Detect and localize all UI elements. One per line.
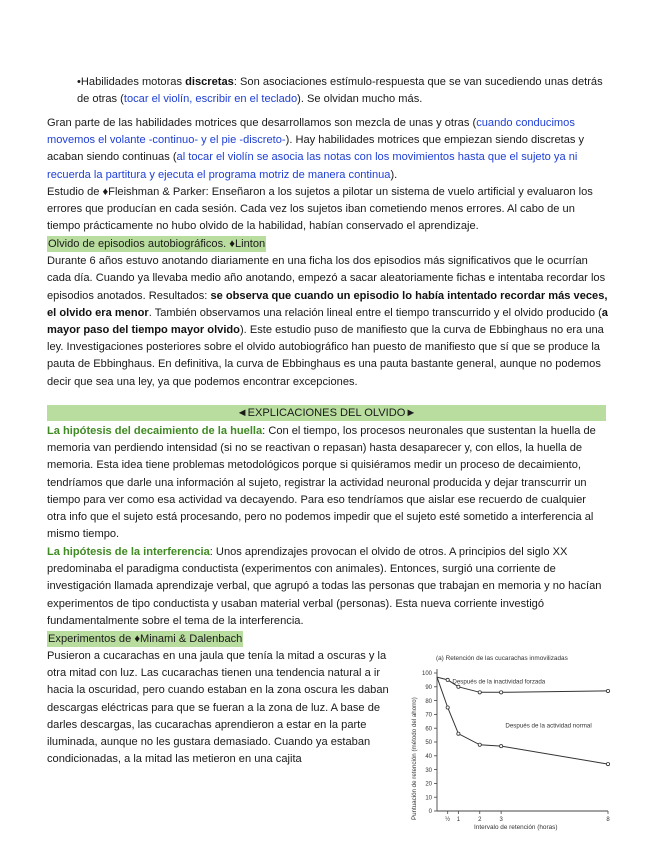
paragraph-motor-skills xyxy=(47,115,608,235)
paragraph xyxy=(47,115,608,184)
x-tick-label: 1 xyxy=(456,817,461,823)
y-tick-label: 70 xyxy=(425,712,432,719)
section-interference-hypothesis xyxy=(47,544,608,630)
bold-text: a mayor paso del tiempo mayor olvido xyxy=(47,306,608,337)
bold-text: se observa que cuando un episodio lo había intentado recordar más veces, el olvido era menor xyxy=(47,289,608,319)
data-point xyxy=(446,678,449,681)
bullet: • xyxy=(77,76,81,88)
x-axis-label: Intervalo de retención (horas) xyxy=(474,824,558,831)
paragraph-fleishman: Estudio de ♦Fleishman & Parker: Enseñaron a los sujetos a pilotar un sistema de vuelo artificial y evaluaron los errores que producían en cada sesión. Cada vez los sujetos iban cometiendo menos errores. Al cabo de un tiempo prácticamente no hubo olvido de la habilidad, habían conservado el aprendizaje. xyxy=(47,185,593,233)
data-point xyxy=(606,689,609,692)
series-label: Después de la inactividad forzada xyxy=(452,678,546,686)
data-point xyxy=(446,706,449,709)
y-tick-label: 0 xyxy=(428,809,432,816)
text: : Unos aprendizajes provocan el olvido de otros. A principios del siglo XX predominaba el paradigma conductista (experimentos con animales). Entonces, surgió una corriente de investigación llamada aprendizaje verbal, que agrupó a todas las personas que trabajan en memoria y no hacían experimentos de tipo conductista y usaban material verbal (personas). Esta nueva corriente investigó fundamentalmente sobre el tema de la interferencia. xyxy=(47,546,602,627)
text: Durante 6 años estuvo anotando diariamente en una ficha los dos episodios más significativos que le ocurrían cada día. Cuando ya llevaba medio año anotando, empezó a sacar aleatoriamente fichas e intentaba recordar los episodios anotados. Resultados: xyxy=(47,255,606,302)
hypothesis-title: La hipótesis de la interferencia xyxy=(47,546,210,558)
section-minami-text xyxy=(47,648,397,768)
paragraph: Pusieron a cucarachas en una jaula que tenía la mitad a oscuras y la otra mitad con luz. Las cucarachas tienen una tendencia natural a ir hacia la oscuridad, pero cuando estaban en la zona oscura les daban descargas eléctricas para que se fueran a la zona de luz. A base de darles descargas, las cucarachas aprendieron a estar en la parte iluminada, aunque no les gustara demasiado. Cuando ya estaban condicionadas, a la mitad las metieron en una cajita xyxy=(47,650,389,766)
example-text: cuando conducimos movemos el volante -continuo- y el pie -discreto- xyxy=(47,117,575,147)
bullet-discrete-skills xyxy=(77,74,608,108)
text: : Son asociaciones estímulo-respuesta que se van sucediendo unas detrás de otras ( xyxy=(77,76,603,106)
data-point xyxy=(478,691,481,694)
y-tick-label: 100 xyxy=(421,671,432,678)
paragraph xyxy=(47,253,608,391)
text: : Con el tiempo, los procesos neuronales que sustentan la huella de memoria van perdiendo intensidad (si no se reactivan o repasan) hasta desaparecer y, con ellos, la huella de memoria. Esta idea tiene problemas metodológicos porque si quisiéramos medir un proceso de decaimiento, tendríamos que darle una información al sujeto, registrar la actividad neuronal producida y dejar transcurrir un tiempo para ver como esa actividad va decayendo. Para eso tendríamos que aislar ese recuerdo de cualquier otra info que el sujeto está procesando, pero no podemos impedir que el sujeto esté sometido a interferencia al mismo tiempo. xyxy=(47,425,596,541)
text: ). Hay habilidades motrices que empiezan siendo discretas y acaban siendo continuas ( xyxy=(47,134,585,164)
text: ). Este estudio puso de manifiesto que la curva de Ebbinghaus no era una ley. Investigaciones posteriores sobre el olvido autobiográfico han puesto de manifiesto que sí que se produce la pauta de Ebbinghaus. En definitiva, la curva de Ebbinghaus es una pauta bastante general, aunque no podemos decir que sea una ley, ya que podemos encontrar excepciones. xyxy=(47,324,604,388)
section-minami-heading xyxy=(47,631,608,648)
data-point xyxy=(457,732,460,735)
section-heading: Experimentos de ♦Minami & Dalenbach xyxy=(48,633,243,645)
y-tick-label: 30 xyxy=(425,767,432,774)
y-tick-label: 40 xyxy=(425,754,432,760)
text: . También observamos una relación lineal entre el tiempo transcurrido y el olvido producido ( xyxy=(148,306,602,319)
section-linton xyxy=(47,236,608,391)
series-line xyxy=(437,677,608,764)
example-text: tocar el violín, escribir en el teclado xyxy=(123,93,298,106)
section-banner: ◄EXPLICACIONES DEL OLVIDO► xyxy=(47,405,606,421)
hypothesis-title: La hipótesis del decaimiento de la huella xyxy=(47,425,263,437)
y-tick-label: 10 xyxy=(425,795,432,802)
x-tick-label: ½ xyxy=(445,817,451,823)
y-tick-label: 90 xyxy=(425,685,432,691)
text: ). Se olvidan mucho más. xyxy=(297,93,423,106)
data-point xyxy=(500,691,503,694)
x-tick-label: 3 xyxy=(499,817,503,823)
data-point xyxy=(606,762,609,765)
example-text: al tocar el violín se asocia las notas con los movimientos hasta que el sujeto ya ni recuerda la partitura y ejecuta el programa motriz de manera continua xyxy=(47,151,578,181)
y-tick-label: 50 xyxy=(425,740,432,747)
y-tick-label: 60 xyxy=(425,726,432,733)
text: Gran parte de las habilidades motrices que desarrollamos son mezcla de unas y otras ( xyxy=(47,117,477,129)
data-point xyxy=(457,685,460,688)
y-tick-label: 80 xyxy=(425,698,432,705)
section-heading: Olvido de episodios autobiográficos. ♦Linton xyxy=(48,238,266,250)
chart-title: (a) Retención de las cucarachas inmovilizadas xyxy=(436,655,568,662)
retention-chart xyxy=(404,648,616,834)
x-tick-label: 2 xyxy=(478,817,482,823)
y-axis-label: Puntuación de retención (método del ahorro) xyxy=(411,697,418,820)
data-point xyxy=(478,743,481,746)
x-tick-label: 8 xyxy=(606,817,610,823)
paragraph xyxy=(77,74,608,108)
paragraph xyxy=(47,544,608,630)
data-point xyxy=(500,745,503,748)
text: Habilidades motoras xyxy=(80,76,186,88)
y-tick-label: 20 xyxy=(425,781,432,788)
bold-term: discretas xyxy=(185,76,234,88)
paragraph xyxy=(47,423,608,543)
section-decay-hypothesis xyxy=(47,423,608,543)
series-label: Después de la actividad normal xyxy=(505,722,592,730)
retention-chart-svg xyxy=(404,648,616,834)
text: ). xyxy=(390,168,398,181)
